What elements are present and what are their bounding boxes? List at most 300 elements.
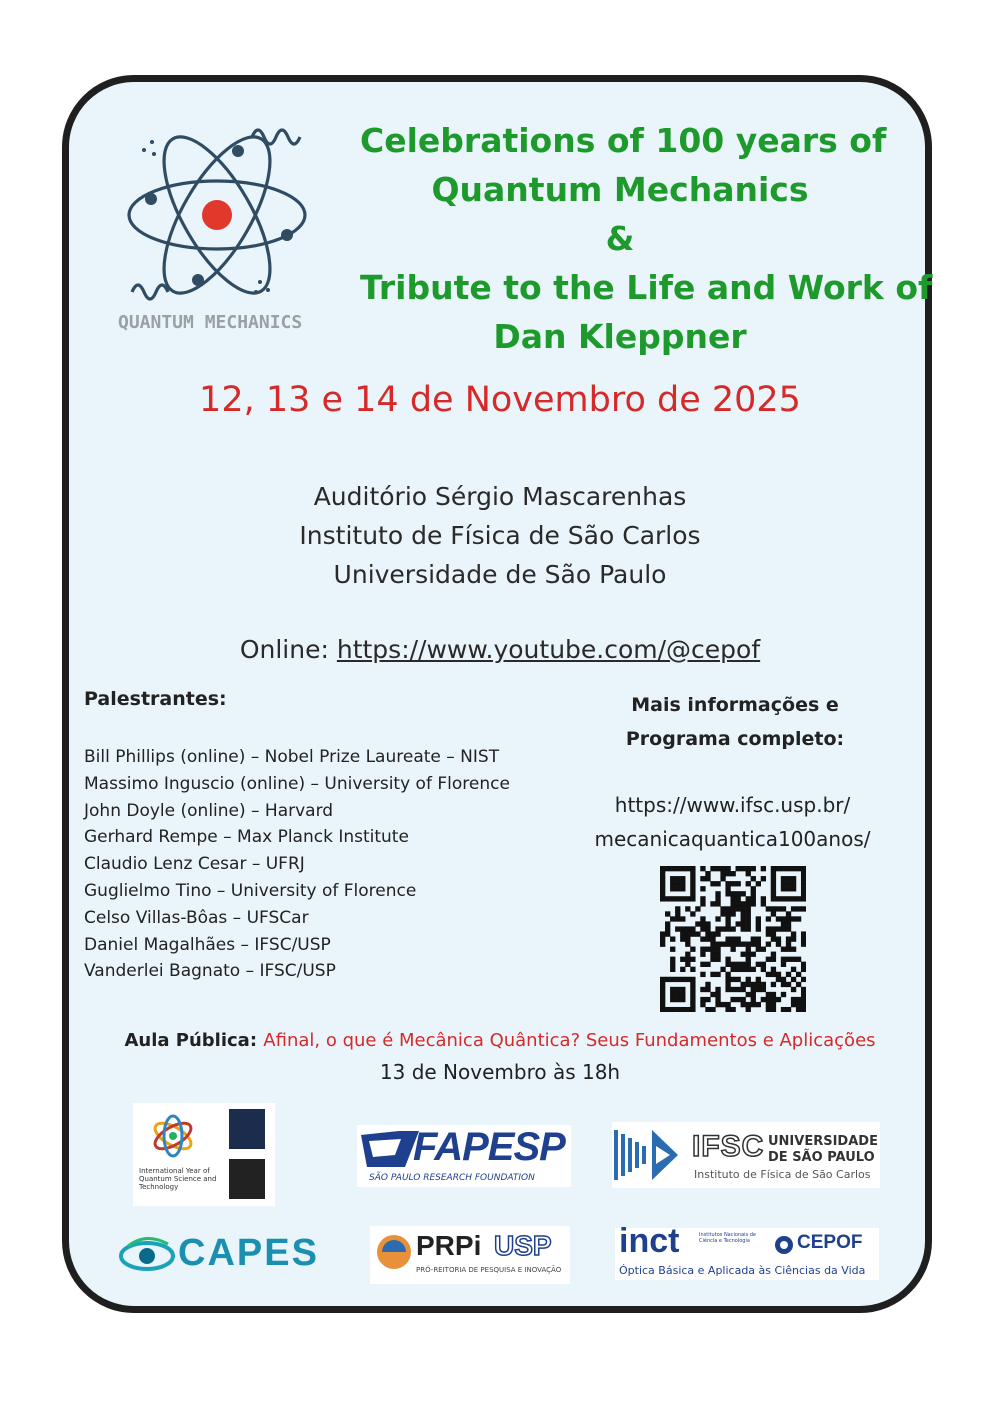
qr-module [791, 896, 796, 901]
qr-module [720, 942, 725, 947]
qr-module [801, 1007, 806, 1012]
ifsc-subtitle: Instituto de Física de São Carlos [694, 1168, 871, 1181]
qr-module [746, 947, 751, 952]
qr-module [746, 992, 751, 997]
qr-module [705, 1007, 710, 1012]
qr-module [680, 967, 685, 972]
qr-code[interactable] [660, 866, 806, 1012]
qr-module [725, 977, 730, 982]
qr-module [690, 881, 695, 886]
qr-module [771, 967, 776, 972]
qr-module [756, 921, 761, 926]
qr-module [801, 942, 806, 947]
qr-module [725, 987, 730, 992]
speaker-item: Celso Villas-Bôas – UFSCar [84, 907, 309, 928]
speaker-item: Guglielmo Tino – University of Florence [84, 880, 417, 901]
qr-module [771, 997, 776, 1002]
qr-module [705, 987, 710, 992]
qr-module [786, 936, 791, 941]
qr-module [670, 987, 675, 992]
qr-module [766, 931, 771, 936]
qr-module [746, 967, 751, 972]
qr-module [791, 916, 796, 921]
qr-module [796, 997, 801, 1002]
qr-module [776, 977, 781, 982]
qr-module [715, 891, 720, 896]
qr-module [700, 916, 705, 921]
title-line-4: Tribute to the Life and Work of [360, 268, 933, 307]
qr-module [786, 926, 791, 931]
qr-module [736, 906, 741, 911]
qr-module [730, 942, 735, 947]
speaker-item: Bill Phillips (online) – Nobel Prize Laureate – NIST [84, 747, 500, 767]
qr-module [690, 896, 695, 901]
qr-module [776, 916, 781, 921]
qr-module [730, 891, 735, 896]
qr-module [761, 947, 766, 952]
qr-module [670, 876, 675, 881]
capes-eye-icon [118, 1234, 176, 1274]
qr-module [776, 866, 781, 871]
prpi-circle-icon [374, 1232, 414, 1272]
qr-module [685, 926, 690, 931]
qr-module [720, 876, 725, 881]
qr-module [660, 881, 665, 886]
qr-module [675, 997, 680, 1002]
iyq-badge-1 [229, 1109, 265, 1149]
qr-module [746, 906, 751, 911]
qr-module [715, 942, 720, 947]
qr-module [680, 881, 685, 886]
qr-module [700, 886, 705, 891]
qr-module [746, 952, 751, 957]
qr-module [660, 1002, 665, 1007]
qr-module [720, 967, 725, 972]
qr-module [776, 936, 781, 941]
qr-module [715, 997, 720, 1002]
fapesp-subtitle: SÃO PAULO RESEARCH FOUNDATION [369, 1173, 535, 1183]
qr-module [801, 936, 806, 941]
qr-module [675, 906, 680, 911]
qr-module [766, 992, 771, 997]
qr-module [660, 936, 665, 941]
qr-module [741, 921, 746, 926]
qr-module [660, 1007, 665, 1012]
qr-module [786, 866, 791, 871]
qr-module [660, 896, 665, 901]
qr-module [730, 1007, 735, 1012]
qr-module [786, 896, 791, 901]
qr-module [720, 866, 725, 871]
qr-module [736, 896, 741, 901]
qr-module [730, 997, 735, 1002]
qr-module [786, 876, 791, 881]
qr-module [746, 962, 751, 967]
qr-module [781, 906, 786, 911]
qr-module [705, 926, 710, 931]
qr-module [715, 952, 720, 957]
qr-module [776, 926, 781, 931]
qr-module [705, 962, 710, 967]
qr-module [736, 987, 741, 992]
qr-module [791, 886, 796, 891]
qr-module [766, 926, 771, 931]
qr-module [710, 972, 715, 977]
qr-module [751, 876, 756, 881]
qr-module [746, 901, 751, 906]
usp-line-1: UNIVERSIDADE [768, 1134, 878, 1149]
qr-module [801, 866, 806, 871]
info-heading-line-1: Mais informações e [631, 694, 839, 716]
qr-module [796, 982, 801, 987]
qr-module [771, 891, 776, 896]
qr-module [756, 947, 761, 952]
title-line-3: & [605, 219, 635, 258]
qr-module [730, 947, 735, 952]
speaker-item: Claudio Lenz Cesar – UFRJ [84, 854, 305, 875]
qr-module [796, 866, 801, 871]
qr-module [776, 972, 781, 977]
qr-module [730, 911, 735, 916]
inct-small-text: Institutos Nacionais de Ciência e Tecnologia [699, 1232, 757, 1244]
qr-module [665, 1007, 670, 1012]
qr-module [751, 901, 756, 906]
public-lecture-date: 13 de Novembro às 18h [379, 1060, 621, 1084]
qr-module [675, 987, 680, 992]
qr-module [801, 876, 806, 881]
qr-module [761, 967, 766, 972]
qr-module [730, 871, 735, 876]
qr-module [751, 982, 756, 987]
qr-module [761, 987, 766, 992]
qr-module [801, 977, 806, 982]
youtube-link[interactable]: https://www.youtube.com/@cepof [336, 635, 761, 664]
qr-module [700, 921, 705, 926]
qr-module [771, 886, 776, 891]
qr-module [675, 866, 680, 871]
qr-module [801, 987, 806, 992]
qr-module [725, 871, 730, 876]
qr-module [796, 957, 801, 962]
ifsc-emblem-icon [612, 1124, 682, 1186]
qr-module [700, 972, 705, 977]
qr-module [680, 876, 685, 881]
fapesp-logo [357, 1125, 571, 1187]
ifsc-usp-logo [612, 1122, 880, 1188]
qr-module [730, 987, 735, 992]
qr-module [741, 926, 746, 931]
qr-module [801, 891, 806, 896]
qr-module [776, 942, 781, 947]
qr-module [710, 931, 715, 936]
qr-module [715, 926, 720, 931]
qr-module [710, 1007, 715, 1012]
qr-module [725, 972, 730, 977]
qr-module [736, 921, 741, 926]
qr-module [746, 896, 751, 901]
info-url[interactable] [560, 788, 905, 856]
qr-module [665, 931, 670, 936]
qr-module [771, 931, 776, 936]
qr-module [700, 947, 705, 952]
qr-module [705, 921, 710, 926]
qr-module [791, 987, 796, 992]
qr-module [751, 936, 756, 941]
qr-module [670, 866, 675, 871]
qr-module [675, 886, 680, 891]
atom-icon [110, 112, 325, 312]
qr-module [761, 901, 766, 906]
online-label: Online: [239, 635, 337, 664]
qr-module [736, 997, 741, 1002]
qr-module [720, 906, 725, 911]
title-line-2: Quantum Mechanics [431, 170, 809, 209]
qr-module [761, 982, 766, 987]
qr-module [801, 992, 806, 997]
qr-module [786, 942, 791, 947]
qr-module [705, 997, 710, 1002]
qr-module [685, 952, 690, 957]
qr-module [730, 906, 735, 911]
iyq-badge-2 [229, 1159, 265, 1199]
qr-module [786, 947, 791, 952]
qr-module [736, 881, 741, 886]
iyq-text: International Year of Quantum Science and Technology [139, 1167, 217, 1191]
qr-module [725, 881, 730, 886]
qr-module [690, 997, 695, 1002]
qr-module [781, 957, 786, 962]
qr-module [746, 1007, 751, 1012]
qr-module [715, 866, 720, 871]
qr-module [660, 876, 665, 881]
qr-module [791, 876, 796, 881]
venue-line-3: Universidade de São Paulo [333, 560, 667, 589]
iyq-logo [133, 1103, 275, 1206]
qr-module [690, 992, 695, 997]
prpi-usp-logo [370, 1226, 570, 1284]
qr-module [695, 931, 700, 936]
qr-module [741, 906, 746, 911]
qr-module [685, 1007, 690, 1012]
qr-module [801, 962, 806, 967]
qr-module [771, 1007, 776, 1012]
qr-module [801, 871, 806, 876]
qr-module [675, 881, 680, 886]
qr-module [670, 997, 675, 1002]
qr-module [700, 876, 705, 881]
qr-module [685, 866, 690, 871]
qr-module [730, 936, 735, 941]
qr-module [660, 871, 665, 876]
qr-module [791, 906, 796, 911]
qr-module [690, 987, 695, 992]
qr-module [801, 997, 806, 1002]
qr-module [700, 901, 705, 906]
qr-module [796, 1007, 801, 1012]
qr-module [660, 997, 665, 1002]
qr-module [670, 957, 675, 962]
qr-module [730, 977, 735, 982]
qr-module [660, 866, 665, 871]
qr-module [741, 987, 746, 992]
qr-module [771, 992, 776, 997]
qr-module [720, 1002, 725, 1007]
qr-module [736, 936, 741, 941]
qr-module [761, 876, 766, 881]
qr-module [741, 997, 746, 1002]
qr-module [675, 1007, 680, 1012]
qr-module [725, 936, 730, 941]
qr-module [751, 987, 756, 992]
qr-module [796, 916, 801, 921]
qr-module [781, 921, 786, 926]
qr-module [665, 926, 670, 931]
cepof-circle-icon [773, 1234, 795, 1256]
qr-module [690, 1007, 695, 1012]
qr-module [746, 921, 751, 926]
qr-module [751, 896, 756, 901]
qr-module [791, 936, 796, 941]
qr-module [801, 931, 806, 936]
qr-module [796, 972, 801, 977]
qr-module [756, 987, 761, 992]
qr-module [720, 871, 725, 876]
qr-module [771, 871, 776, 876]
qr-module [761, 866, 766, 871]
qr-module [715, 992, 720, 997]
inct-wordmark: inct [619, 1222, 680, 1260]
info-url-line-2: mecanicaquantica100anos/ [594, 827, 871, 851]
qr-module [725, 982, 730, 987]
public-lecture-title: Afinal, o que é Mecânica Quântica? Seus Fundamentos e Aplicações [263, 1030, 876, 1051]
qr-module [781, 886, 786, 891]
qr-module [680, 916, 685, 921]
prpi-subtitle: PRÓ-REITORIA DE PESQUISA E INOVAÇÃO [416, 1266, 562, 1274]
qr-module [725, 942, 730, 947]
qr-module [680, 1007, 685, 1012]
capes-logo [118, 1232, 330, 1276]
qr-module [730, 962, 735, 967]
qr-module [781, 992, 786, 997]
qr-module [690, 977, 695, 982]
qr-module [786, 911, 791, 916]
qr-module [700, 926, 705, 931]
qr-module [756, 1002, 761, 1007]
qr-module [756, 926, 761, 931]
qr-module [736, 891, 741, 896]
qr-module [771, 906, 776, 911]
qr-module [746, 957, 751, 962]
qr-module [786, 881, 791, 886]
qr-module [741, 866, 746, 871]
qr-module [700, 997, 705, 1002]
speaker-item: Gerhard Rempe – Max Planck Institute [84, 827, 409, 848]
title-line-5: Dan Kleppner [493, 317, 747, 356]
qr-module [781, 876, 786, 881]
qr-module [741, 942, 746, 947]
qr-module [776, 896, 781, 901]
qr-module [776, 997, 781, 1002]
qr-module [710, 942, 715, 947]
qr-module [715, 987, 720, 992]
qr-module [730, 926, 735, 931]
qr-module [725, 891, 730, 896]
fapesp-wordmark: FAPESP [413, 1125, 565, 1169]
qr-module [771, 876, 776, 881]
qr-module [725, 962, 730, 967]
qr-module [725, 916, 730, 921]
qr-module [771, 896, 776, 901]
qr-module [756, 916, 761, 921]
qr-module [710, 901, 715, 906]
qr-module [766, 957, 771, 962]
qr-module [751, 967, 756, 972]
qr-module [746, 982, 751, 987]
public-lecture [0, 1030, 1000, 1051]
qr-module [786, 916, 791, 921]
qr-module [771, 926, 776, 931]
usp-line-2: DE SÃO PAULO [768, 1150, 875, 1165]
qr-module [725, 1007, 730, 1012]
qr-module [675, 911, 680, 916]
qr-module [741, 916, 746, 921]
qr-module [670, 967, 675, 972]
qr-module [690, 926, 695, 931]
qr-module [801, 1002, 806, 1007]
qr-module [690, 957, 695, 962]
qr-module [690, 911, 695, 916]
prpi-wordmark: PRPi [416, 1230, 482, 1261]
qr-module [746, 871, 751, 876]
qr-module [670, 886, 675, 891]
qr-module [685, 936, 690, 941]
qr-module [670, 936, 675, 941]
qr-module [771, 881, 776, 886]
qr-module [781, 977, 786, 982]
qr-module [771, 972, 776, 977]
qr-module [771, 936, 776, 941]
qr-module [685, 931, 690, 936]
qr-module [766, 997, 771, 1002]
qr-module [746, 916, 751, 921]
qr-module [675, 896, 680, 901]
qr-module [665, 866, 670, 871]
qr-module [746, 1002, 751, 1007]
qr-module [675, 992, 680, 997]
qr-module [690, 891, 695, 896]
qr-module [720, 911, 725, 916]
qr-module [710, 866, 715, 871]
qr-module [791, 947, 796, 952]
qr-module [781, 947, 786, 952]
qr-module [725, 911, 730, 916]
qr-module [756, 977, 761, 982]
qr-module [801, 896, 806, 901]
qr-module [690, 876, 695, 881]
qr-module [690, 967, 695, 972]
qr-module [680, 866, 685, 871]
speakers-heading: Palestrantes: [84, 688, 227, 710]
qr-module [791, 977, 796, 982]
qr-module [690, 866, 695, 871]
qr-module [771, 982, 776, 987]
info-url-line-1: https://www.ifsc.usp.br/ [614, 793, 851, 817]
qr-module [761, 997, 766, 1002]
qr-module [700, 896, 705, 901]
qr-module [766, 972, 771, 977]
qr-module [665, 911, 670, 916]
qr-module [680, 957, 685, 962]
